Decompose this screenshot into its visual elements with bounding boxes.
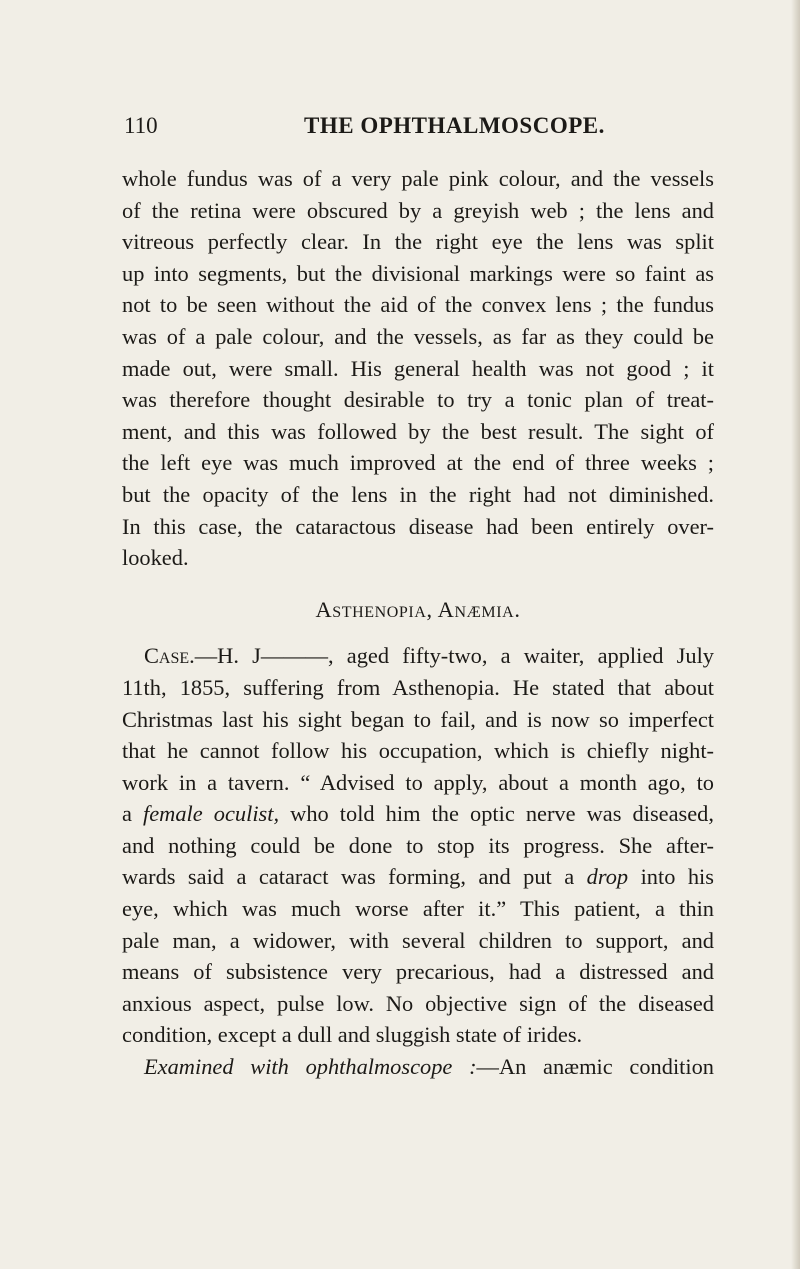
- text-run: a: [122, 801, 144, 827]
- italic-run: female oculist,: [143, 801, 280, 827]
- text-line: Christmas last his sight began to fail, and is now so imperfect: [122, 706, 714, 732]
- text-line: 11th, 1855, suffering from Asthenopia. He stated that about: [122, 674, 714, 700]
- text-run: who told him the optic nerve was diseased,: [279, 801, 714, 827]
- text-line: condition, except a dull and sluggish state of irides.: [122, 1022, 583, 1048]
- text-line: looked.: [122, 545, 189, 571]
- page-body: [122, 163, 714, 1083]
- paragraph-2: [122, 640, 714, 1082]
- text-line: [122, 798, 714, 830]
- page-header: [124, 113, 714, 145]
- text-line: made out, were small. His general health was not good ; it: [122, 355, 714, 381]
- text-line: means of subsistence very precarious, had a distressed and: [122, 959, 714, 985]
- italic-run: Examined with ophthalmoscope :: [144, 1054, 477, 1080]
- text-line: pale man, a widower, with several children to support, and: [122, 927, 714, 953]
- text-line: [122, 1051, 714, 1083]
- text-line: up into segments, but the divisional markings were so faint as: [122, 260, 714, 286]
- text-line: that he cannot follow his occupation, which is chiefly night-: [122, 738, 714, 764]
- text-line: [122, 861, 714, 893]
- text-run: —An anæmic condition: [476, 1054, 714, 1080]
- text-run: into his: [628, 864, 714, 890]
- text-line: work in a tavern. “ Advised to apply, about a month ago, to: [122, 769, 714, 795]
- text-run: wards said a cataract was forming, and put a: [122, 864, 587, 890]
- text-line: whole fundus was of a very pale pink colour, and the vessels: [122, 166, 714, 191]
- text-line: eye, which was much worse after it.” This patient, a thin: [122, 896, 714, 922]
- italic-run: drop: [586, 864, 629, 890]
- text-line: [122, 640, 714, 672]
- text-line: of the retina were obscured by a greyish web ; the lens and: [122, 197, 714, 223]
- section-heading: Asthenopia, Anæmia.: [315, 596, 521, 622]
- text-line: ment, and this was followed by the best result. The sight of: [122, 418, 714, 444]
- text-line: vitreous perfectly clear. In the right eye the lens was split: [122, 229, 714, 255]
- text-line: the left eye was much improved at the end of three weeks ;: [122, 450, 714, 476]
- case-label: Case.: [144, 643, 195, 669]
- page-edge-shadow: [791, 0, 800, 1269]
- text-line: but the opacity of the lens in the right had not diminished.: [122, 481, 714, 507]
- text-run: —H. J———, aged fifty-two, a waiter, applied July: [194, 643, 714, 669]
- text-line: and nothing could be done to stop its progress. She after-: [122, 832, 714, 858]
- text-line: not to be seen without the aid of the convex lens ; the fundus: [122, 292, 714, 318]
- text-line: was therefore thought desirable to try a tonic plan of treat-: [122, 387, 714, 413]
- paragraph-1: [122, 163, 714, 574]
- text-line: anxious aspect, pulse low. No objective sign of the diseased: [122, 990, 714, 1016]
- text-line: was of a pale colour, and the vessels, as far as they could be: [122, 323, 714, 349]
- page-number: 110: [124, 113, 158, 138]
- text-line: In this case, the cataractous disease had been entirely over-: [122, 513, 714, 539]
- running-title: THE OPHTHALMOSCOPE.: [304, 113, 605, 138]
